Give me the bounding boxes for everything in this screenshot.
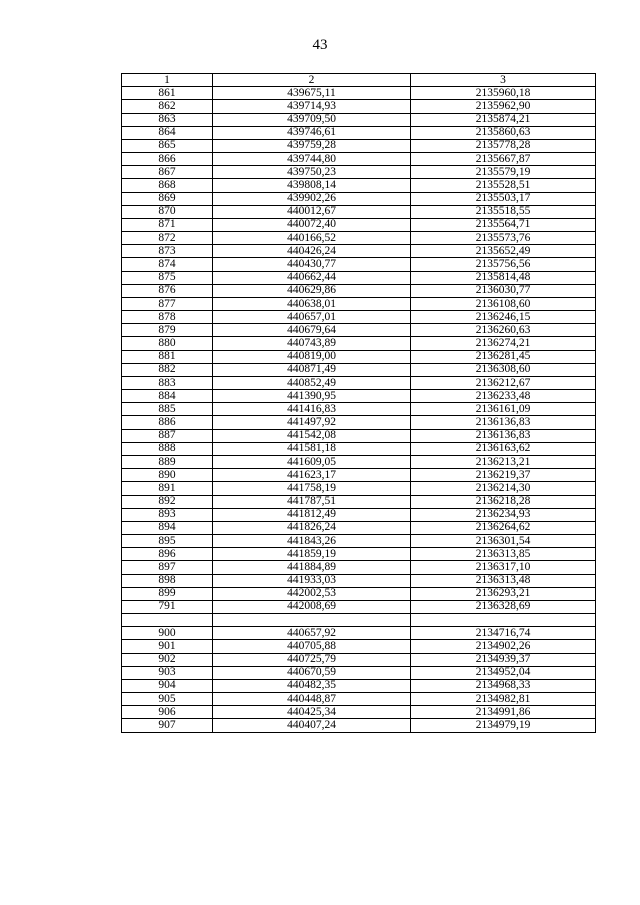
y-coordinate-cell: 2135564,71 [411, 218, 596, 231]
x-coordinate-cell: 441826,24 [213, 521, 411, 534]
x-coordinate-cell: 441884,89 [213, 561, 411, 574]
x-coordinate-cell: 441623,17 [213, 469, 411, 482]
table-row [122, 548, 596, 561]
x-coordinate-cell: 440166,52 [213, 232, 411, 245]
point-number-cell: 878 [122, 311, 213, 324]
table-row [122, 653, 596, 666]
x-coordinate-cell: 440662,44 [213, 271, 411, 284]
table-row [122, 87, 596, 100]
y-coordinate-cell: 2134979,19 [411, 719, 596, 732]
x-coordinate-cell: 441390,95 [213, 390, 411, 403]
x-coordinate-cell: 440430,77 [213, 258, 411, 271]
point-number-cell: 895 [122, 535, 213, 548]
y-coordinate-cell: 2135573,76 [411, 232, 596, 245]
column-header-1: 1 [122, 74, 213, 87]
y-coordinate-cell: 2135667,87 [411, 153, 596, 166]
x-coordinate-cell: 441758,19 [213, 482, 411, 495]
x-coordinate-cell: 442002,53 [213, 587, 411, 600]
y-coordinate-cell: 2135528,51 [411, 179, 596, 192]
x-coordinate-cell: 440871,49 [213, 363, 411, 376]
table-body [122, 74, 596, 733]
y-coordinate-cell: 2136260,63 [411, 324, 596, 337]
table-row [122, 627, 596, 640]
x-coordinate-cell: 440705,88 [213, 640, 411, 653]
x-coordinate-cell: 441416,83 [213, 403, 411, 416]
point-number-cell: 882 [122, 363, 213, 376]
point-number-cell: 868 [122, 179, 213, 192]
y-coordinate-cell: 2134939,37 [411, 653, 596, 666]
table-row [122, 232, 596, 245]
point-number-cell: 874 [122, 258, 213, 271]
y-coordinate-cell: 2136246,15 [411, 311, 596, 324]
x-coordinate-cell: 439675,11 [213, 87, 411, 100]
point-number-cell: 904 [122, 679, 213, 692]
table-row [122, 640, 596, 653]
point-number-cell: 898 [122, 574, 213, 587]
point-number-cell: 881 [122, 350, 213, 363]
y-coordinate-cell: 2136281,45 [411, 350, 596, 363]
table-row [122, 521, 596, 534]
x-coordinate-cell: 440657,92 [213, 627, 411, 640]
x-coordinate-cell: 441609,05 [213, 455, 411, 468]
y-coordinate-cell: 2134952,04 [411, 666, 596, 679]
x-coordinate-cell: 440638,01 [213, 297, 411, 310]
x-coordinate-cell: 440852,49 [213, 376, 411, 389]
y-coordinate-cell: 2134902,26 [411, 640, 596, 653]
y-coordinate-cell: 2135518,55 [411, 205, 596, 218]
x-coordinate-cell: 439759,28 [213, 139, 411, 152]
empty-cell [213, 614, 411, 627]
x-coordinate-cell: 440743,89 [213, 337, 411, 350]
point-number-cell: 894 [122, 521, 213, 534]
table-row [122, 179, 596, 192]
y-coordinate-cell: 2134968,33 [411, 679, 596, 692]
x-coordinate-cell: 441581,18 [213, 442, 411, 455]
point-number-cell: 880 [122, 337, 213, 350]
table-row [122, 350, 596, 363]
point-number-cell: 890 [122, 469, 213, 482]
table-row [122, 337, 596, 350]
x-coordinate-cell: 440725,79 [213, 653, 411, 666]
y-coordinate-cell: 2135652,49 [411, 245, 596, 258]
y-coordinate-cell: 2135960,18 [411, 87, 596, 100]
point-number-cell: 865 [122, 139, 213, 152]
point-number-cell: 899 [122, 587, 213, 600]
table-row [122, 271, 596, 284]
table-row [122, 218, 596, 231]
point-number-cell: 877 [122, 297, 213, 310]
point-number-cell: 861 [122, 87, 213, 100]
table-row [122, 455, 596, 468]
x-coordinate-cell: 440629,86 [213, 284, 411, 297]
y-coordinate-cell: 2136108,60 [411, 297, 596, 310]
point-number-cell: 891 [122, 482, 213, 495]
x-coordinate-cell: 441812,49 [213, 508, 411, 521]
x-coordinate-cell: 440425,34 [213, 706, 411, 719]
table-row [122, 561, 596, 574]
x-coordinate-cell: 440482,35 [213, 679, 411, 692]
table-row [122, 482, 596, 495]
table-row [122, 495, 596, 508]
x-coordinate-cell: 441859,19 [213, 548, 411, 561]
point-number-cell: 905 [122, 693, 213, 706]
point-number-cell: 892 [122, 495, 213, 508]
point-number-cell: 900 [122, 627, 213, 640]
x-coordinate-cell: 439750,23 [213, 166, 411, 179]
point-number-cell: 886 [122, 416, 213, 429]
y-coordinate-cell: 2136163,62 [411, 442, 596, 455]
point-number-cell: 896 [122, 548, 213, 561]
table-row [122, 508, 596, 521]
table-row [122, 693, 596, 706]
table-row [122, 666, 596, 679]
point-number-cell: 884 [122, 390, 213, 403]
table-row [122, 100, 596, 113]
x-coordinate-cell: 440426,24 [213, 245, 411, 258]
x-coordinate-cell: 441843,26 [213, 535, 411, 548]
table-row [122, 403, 596, 416]
x-coordinate-cell: 441933,03 [213, 574, 411, 587]
y-coordinate-cell: 2136161,09 [411, 403, 596, 416]
table-row [122, 376, 596, 389]
point-number-cell: 889 [122, 455, 213, 468]
point-number-cell: 887 [122, 429, 213, 442]
table-row [122, 416, 596, 429]
point-number-cell: 869 [122, 192, 213, 205]
table-row [122, 706, 596, 719]
table-row [122, 429, 596, 442]
x-coordinate-cell: 439902,26 [213, 192, 411, 205]
x-coordinate-cell: 442008,69 [213, 600, 411, 613]
point-number-cell: 876 [122, 284, 213, 297]
empty-cell [122, 614, 213, 627]
point-number-cell: 903 [122, 666, 213, 679]
y-coordinate-cell: 2134991,86 [411, 706, 596, 719]
point-number-cell: 862 [122, 100, 213, 113]
table-row [122, 284, 596, 297]
point-number-cell: 885 [122, 403, 213, 416]
x-coordinate-cell: 441497,92 [213, 416, 411, 429]
table-row [122, 587, 596, 600]
x-coordinate-cell: 439709,50 [213, 113, 411, 126]
point-number-cell: 907 [122, 719, 213, 732]
table-row [122, 126, 596, 139]
point-number-cell: 906 [122, 706, 213, 719]
x-coordinate-cell: 439744,80 [213, 153, 411, 166]
y-coordinate-cell: 2136317,10 [411, 561, 596, 574]
y-coordinate-cell: 2136219,37 [411, 469, 596, 482]
table-row [122, 311, 596, 324]
table-row [122, 442, 596, 455]
point-number-cell: 871 [122, 218, 213, 231]
table-row [122, 245, 596, 258]
table-row [122, 166, 596, 179]
y-coordinate-cell: 2136212,67 [411, 376, 596, 389]
point-number-cell: 901 [122, 640, 213, 653]
y-coordinate-cell: 2136264,62 [411, 521, 596, 534]
table-row [122, 139, 596, 152]
x-coordinate-cell: 440407,24 [213, 719, 411, 732]
coordinates-table [121, 73, 596, 733]
x-coordinate-cell: 440072,40 [213, 218, 411, 231]
point-number-cell: 867 [122, 166, 213, 179]
table-row [122, 574, 596, 587]
x-coordinate-cell: 439746,61 [213, 126, 411, 139]
table-row [122, 390, 596, 403]
table-row [122, 719, 596, 732]
table-row [122, 113, 596, 126]
y-coordinate-cell: 2135962,90 [411, 100, 596, 113]
y-coordinate-cell: 2134982,81 [411, 693, 596, 706]
table-row [122, 469, 596, 482]
spacer-row [122, 614, 596, 627]
y-coordinate-cell: 2136233,48 [411, 390, 596, 403]
x-coordinate-cell: 439714,93 [213, 100, 411, 113]
point-number-cell: 888 [122, 442, 213, 455]
y-coordinate-cell: 2136313,85 [411, 548, 596, 561]
table-row [122, 363, 596, 376]
table-row [122, 297, 596, 310]
point-number-cell: 883 [122, 376, 213, 389]
point-number-cell: 902 [122, 653, 213, 666]
table-row [122, 192, 596, 205]
y-coordinate-cell: 2136274,21 [411, 337, 596, 350]
y-coordinate-cell: 2136030,77 [411, 284, 596, 297]
point-number-cell: 866 [122, 153, 213, 166]
y-coordinate-cell: 2135874,21 [411, 113, 596, 126]
x-coordinate-cell: 440012,67 [213, 205, 411, 218]
point-number-cell: 893 [122, 508, 213, 521]
x-coordinate-cell: 440819,00 [213, 350, 411, 363]
y-coordinate-cell: 2135860,63 [411, 126, 596, 139]
point-number-cell: 863 [122, 113, 213, 126]
table-row [122, 258, 596, 271]
table-row [122, 153, 596, 166]
y-coordinate-cell: 2136234,93 [411, 508, 596, 521]
point-number-cell: 875 [122, 271, 213, 284]
table-row [122, 679, 596, 692]
y-coordinate-cell: 2135814,48 [411, 271, 596, 284]
y-coordinate-cell: 2136301,54 [411, 535, 596, 548]
y-coordinate-cell: 2136218,28 [411, 495, 596, 508]
y-coordinate-cell: 2136214,30 [411, 482, 596, 495]
table-row [122, 600, 596, 613]
point-number-cell: 897 [122, 561, 213, 574]
table-header-row [122, 74, 596, 87]
x-coordinate-cell: 441542,08 [213, 429, 411, 442]
y-coordinate-cell: 2136136,83 [411, 429, 596, 442]
y-coordinate-cell: 2135579,19 [411, 166, 596, 179]
y-coordinate-cell: 2136313,48 [411, 574, 596, 587]
page-number: 43 [312, 37, 328, 53]
x-coordinate-cell: 440679,64 [213, 324, 411, 337]
x-coordinate-cell: 439808,14 [213, 179, 411, 192]
x-coordinate-cell: 440670,59 [213, 666, 411, 679]
table-row [122, 324, 596, 337]
point-number-cell: 870 [122, 205, 213, 218]
y-coordinate-cell: 2135503,17 [411, 192, 596, 205]
y-coordinate-cell: 2136293,21 [411, 587, 596, 600]
empty-cell [411, 614, 596, 627]
table-row [122, 535, 596, 548]
point-number-cell: 872 [122, 232, 213, 245]
y-coordinate-cell: 2136213,21 [411, 455, 596, 468]
point-number-cell: 791 [122, 600, 213, 613]
y-coordinate-cell: 2136328,69 [411, 600, 596, 613]
x-coordinate-cell: 440448,87 [213, 693, 411, 706]
point-number-cell: 879 [122, 324, 213, 337]
point-number-cell: 873 [122, 245, 213, 258]
column-header-3: 3 [411, 74, 596, 87]
y-coordinate-cell: 2136308,60 [411, 363, 596, 376]
column-header-2: 2 [213, 74, 411, 87]
point-number-cell: 864 [122, 126, 213, 139]
y-coordinate-cell: 2136136,83 [411, 416, 596, 429]
table-row [122, 205, 596, 218]
x-coordinate-cell: 440657,01 [213, 311, 411, 324]
y-coordinate-cell: 2135778,28 [411, 139, 596, 152]
y-coordinate-cell: 2135756,56 [411, 258, 596, 271]
x-coordinate-cell: 441787,51 [213, 495, 411, 508]
y-coordinate-cell: 2134716,74 [411, 627, 596, 640]
